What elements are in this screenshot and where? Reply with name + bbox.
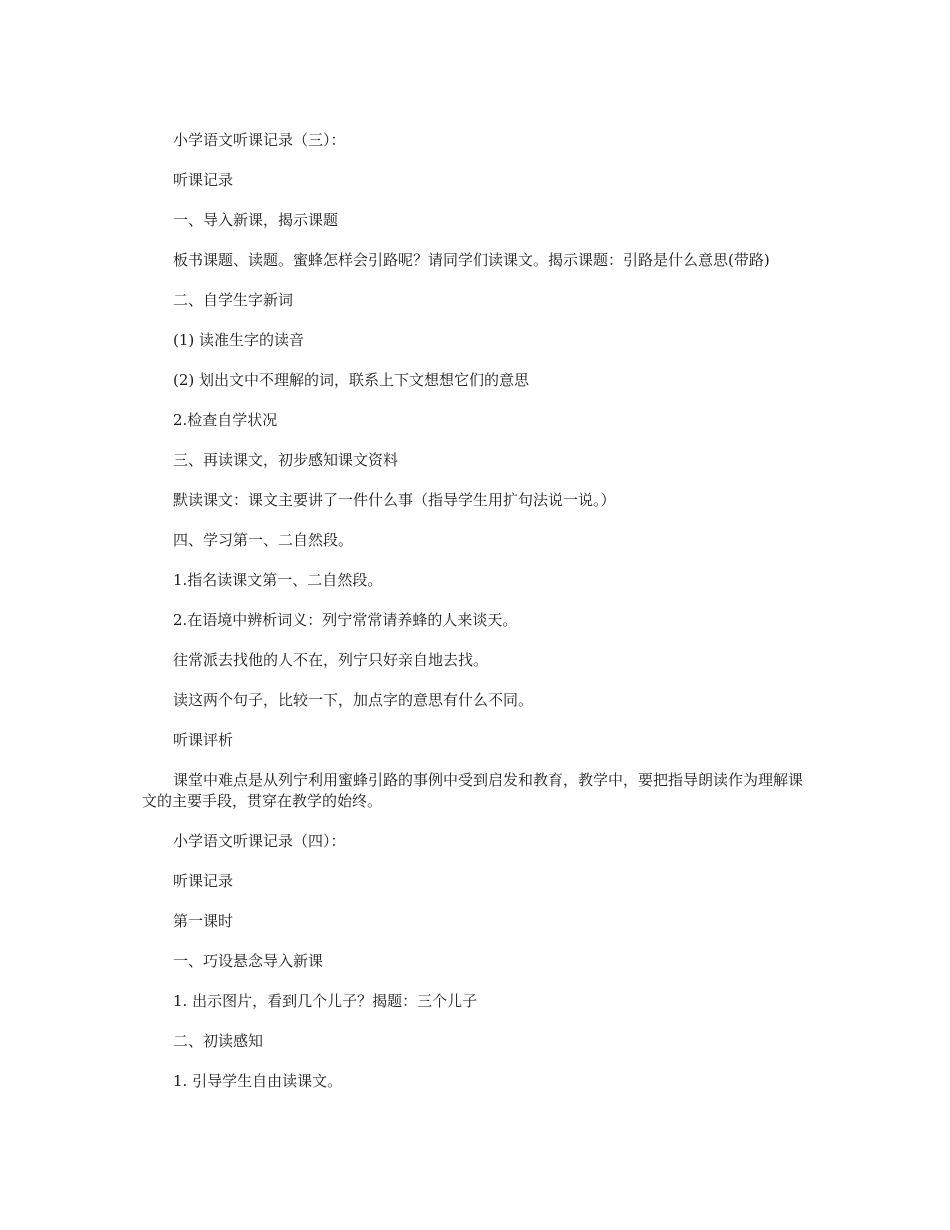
list-item: (1) 读准生字的读音 bbox=[173, 331, 305, 349]
section-title: 小学语文听课记录（三）： bbox=[173, 131, 346, 149]
step-heading: 一、巧设悬念导入新课 bbox=[173, 952, 324, 970]
list-item: (2) 划出文中不理解的词，联系上下文想想它们的意思 bbox=[173, 371, 530, 389]
list-item: 2.检查自学状况 bbox=[173, 411, 278, 429]
body-paragraph: 读这两个句子，比较一下，加点字的意思有什么不同。 bbox=[173, 691, 534, 709]
list-item: 1. 出示图片，看到几个儿子？揭题：三个儿子 bbox=[173, 992, 478, 1010]
subsection-heading: 听课记录 bbox=[173, 872, 234, 890]
step-heading: 四、学习第一、二自然段。 bbox=[173, 531, 354, 549]
subsection-heading: 第一课时 bbox=[173, 912, 234, 930]
body-paragraph: 默读课文：课文主要讲了一件什么事（指导学生用扩句法说一说。） bbox=[173, 491, 616, 509]
step-heading: 二、初读感知 bbox=[173, 1032, 264, 1050]
body-paragraph: 课堂中难点是从列宁利用蜜蜂引路的事例中受到启发和教育，教学中，要把指导朗读作为理解课文的主要手段，贯穿在教学的始终。 bbox=[142, 771, 804, 810]
step-heading: 三、再读课文，初步感知课文资料 bbox=[173, 451, 399, 469]
document-page bbox=[142, 130, 810, 1111]
body-paragraph: 板书课题、读题。蜜蜂怎样会引路呢？请同学们读课文。揭示课题：引路是什么意思(带路) bbox=[173, 251, 770, 269]
step-heading: 二、自学生字新词 bbox=[173, 291, 294, 309]
body-paragraph: 往常派去找他的人不在，列宁只好亲自地去找。 bbox=[173, 651, 489, 669]
list-item: 1. 引导学生自由读课文。 bbox=[173, 1072, 343, 1090]
subsection-heading: 听课记录 bbox=[173, 171, 234, 189]
step-heading: 一、导入新课，揭示课题 bbox=[173, 211, 339, 229]
subsection-heading: 听课评析 bbox=[173, 731, 234, 749]
list-item: 1.指名读课文第一、二自然段。 bbox=[173, 571, 383, 589]
section-title: 小学语文听课记录（四）： bbox=[173, 832, 346, 850]
list-item: 2.在语境中辨析词义：列宁常常请养蜂的人来谈天。 bbox=[173, 611, 518, 629]
